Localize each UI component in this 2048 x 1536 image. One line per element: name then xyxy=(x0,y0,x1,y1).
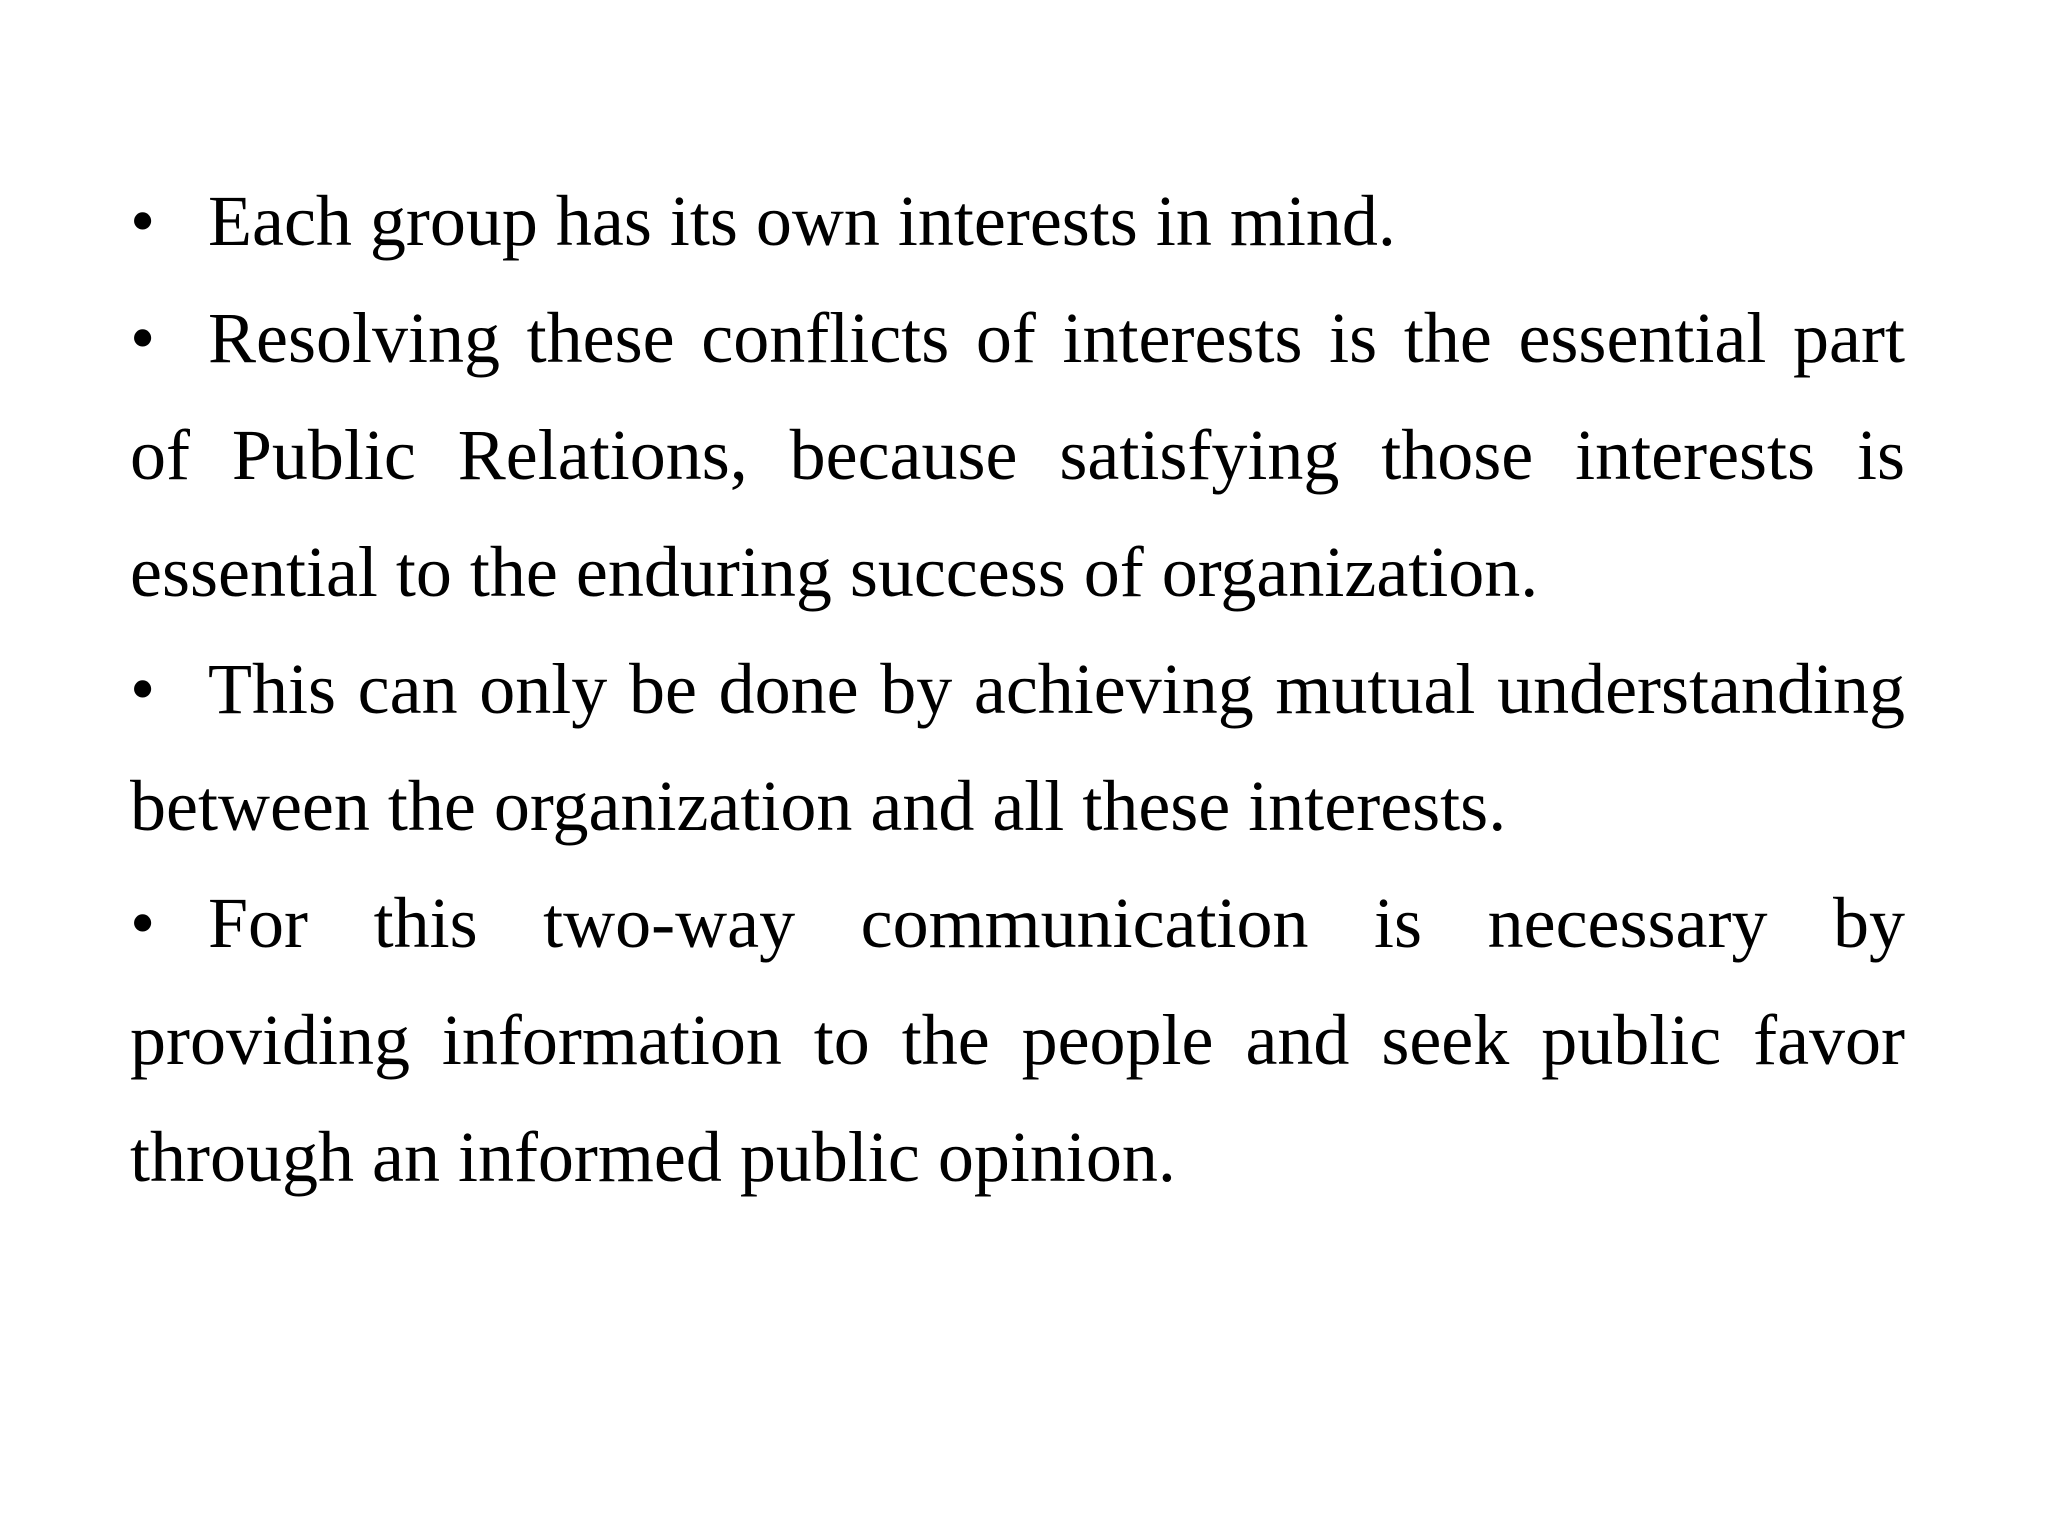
bullet-marker: • xyxy=(130,181,156,261)
bullet-item xyxy=(130,865,1905,1216)
bullet-marker: • xyxy=(130,649,156,729)
bullet-marker: • xyxy=(130,883,156,963)
bullet-text: For this two-way communication is necessary by providing information to the people and seek public favor through an informed public opinion. xyxy=(130,883,1905,1197)
bullet-marker: • xyxy=(130,298,156,378)
bullet-text: Resolving these conflicts of interests is the essential part of Public Relations, because satisfying those interests is essential to the enduring success of organization. xyxy=(130,298,1905,612)
bullet-item xyxy=(130,631,1905,865)
bullet-item xyxy=(130,163,1905,280)
bullet-item xyxy=(130,280,1905,631)
bullet-list xyxy=(130,163,1905,1216)
bullet-text: This can only be done by achieving mutual understanding between the organization and all these interests. xyxy=(130,649,1905,846)
bullet-text: Each group has its own interests in mind. xyxy=(208,181,1396,261)
